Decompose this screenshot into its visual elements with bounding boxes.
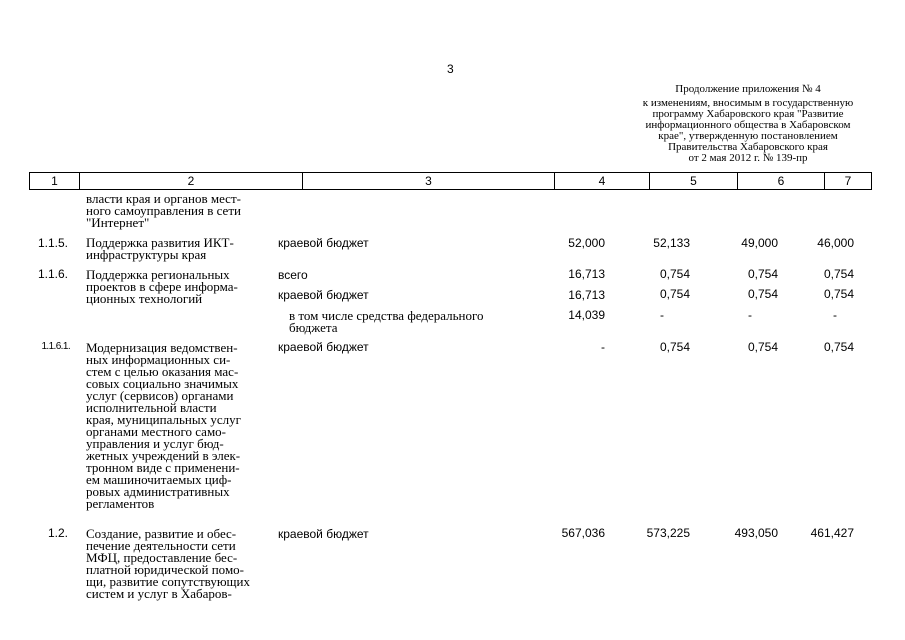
funding-source: в том числе средства федерального бюджета bbox=[289, 308, 484, 335]
value-col4: 16,713 bbox=[568, 288, 605, 302]
appendix-line: Правительства Хабаровского края bbox=[668, 141, 828, 153]
row-name: Поддержка региональных проектов в сфере информа- ционных технологий bbox=[86, 267, 238, 306]
value-col7: - bbox=[833, 308, 837, 322]
appendix-title: Продолжение приложения № 4 bbox=[675, 83, 821, 95]
appendix-header bbox=[612, 84, 884, 164]
value-col6: 49,000 bbox=[741, 236, 778, 250]
value-col6: 0,754 bbox=[747, 340, 778, 354]
value-col5: - bbox=[660, 308, 664, 322]
column-header: 3 bbox=[303, 173, 555, 189]
value-col7: 0,754 bbox=[823, 340, 854, 354]
row-name: Модернизация ведомствен- ных информационных си- стем с целью оказания мас- совых социально значимых услуг (сервисов) органами исполнительной власти края, муниципальных услуг органами местного само- управления и услуг бюд- жетных учреждений в элек- тронном виде с применени- ем машиночитаемых циф- ровых административных регламентов bbox=[86, 340, 241, 511]
value-col5: 0,754 bbox=[659, 267, 690, 281]
funding-source: краевой бюджет bbox=[278, 527, 369, 541]
appendix-line: программу Хабаровского края "Развитие bbox=[652, 108, 844, 120]
value-col7: 461,427 bbox=[810, 526, 854, 540]
value-col4: 16,713 bbox=[568, 267, 605, 281]
column-header: 4 bbox=[555, 173, 650, 189]
row-name: Поддержка развития ИКТ- инфраструктуры края bbox=[86, 235, 234, 262]
row-code: 1.1.6. bbox=[37, 267, 68, 281]
value-col7: 0,754 bbox=[823, 287, 854, 301]
appendix-line: от 2 мая 2012 г. № 139-пр bbox=[688, 152, 808, 164]
column-header: 2 bbox=[80, 173, 303, 189]
row-code: 1.1.5. bbox=[37, 236, 68, 250]
appendix-line: крае", утвержденную постановлением bbox=[658, 130, 838, 142]
value-col4: 567,036 bbox=[561, 526, 605, 540]
funding-source: краевой бюджет bbox=[278, 288, 369, 302]
value-col6: 0,754 bbox=[747, 267, 778, 281]
value-col5: 52,133 bbox=[653, 236, 690, 250]
page-number: 3 bbox=[447, 62, 454, 76]
table-header-row bbox=[29, 172, 872, 190]
value-col6: 493,050 bbox=[734, 526, 778, 540]
value-col4: 14,039 bbox=[568, 308, 605, 322]
row-code: 1.2. bbox=[47, 526, 68, 540]
column-header: 7 bbox=[844, 174, 852, 188]
value-col6: - bbox=[748, 308, 752, 322]
column-header: 6 bbox=[738, 173, 825, 189]
row-code: 1.1.6.1. bbox=[41, 341, 70, 352]
column-header: 1 bbox=[30, 173, 80, 189]
appendix-line: к изменениям, вносимым в государственную bbox=[642, 97, 854, 109]
funding-source: краевой бюджет bbox=[278, 236, 369, 250]
funding-source: краевой бюджет bbox=[278, 340, 369, 354]
value-col7: 0,754 bbox=[823, 267, 854, 281]
funding-source: всего bbox=[278, 268, 308, 282]
continuation-text: власти края и органов мест- ного самоуправления в сети "Интернет" bbox=[86, 191, 241, 230]
value-col4: - bbox=[601, 340, 605, 354]
value-col5: 0,754 bbox=[659, 340, 690, 354]
row-name: Создание, развитие и обес- печение деятельности сети МФЦ, предоставление бес- платной юридической помо- щи, развитие сопутствующих систем и услуг в Хабаров- bbox=[86, 526, 251, 601]
appendix-line: информационного общества в Хабаровском bbox=[645, 119, 851, 131]
value-col7: 46,000 bbox=[817, 236, 854, 250]
value-col4: 52,000 bbox=[568, 236, 605, 250]
value-col5: 0,754 bbox=[659, 287, 690, 301]
value-col6: 0,754 bbox=[747, 287, 778, 301]
value-col5: 573,225 bbox=[646, 526, 690, 540]
column-header: 5 bbox=[650, 173, 738, 189]
